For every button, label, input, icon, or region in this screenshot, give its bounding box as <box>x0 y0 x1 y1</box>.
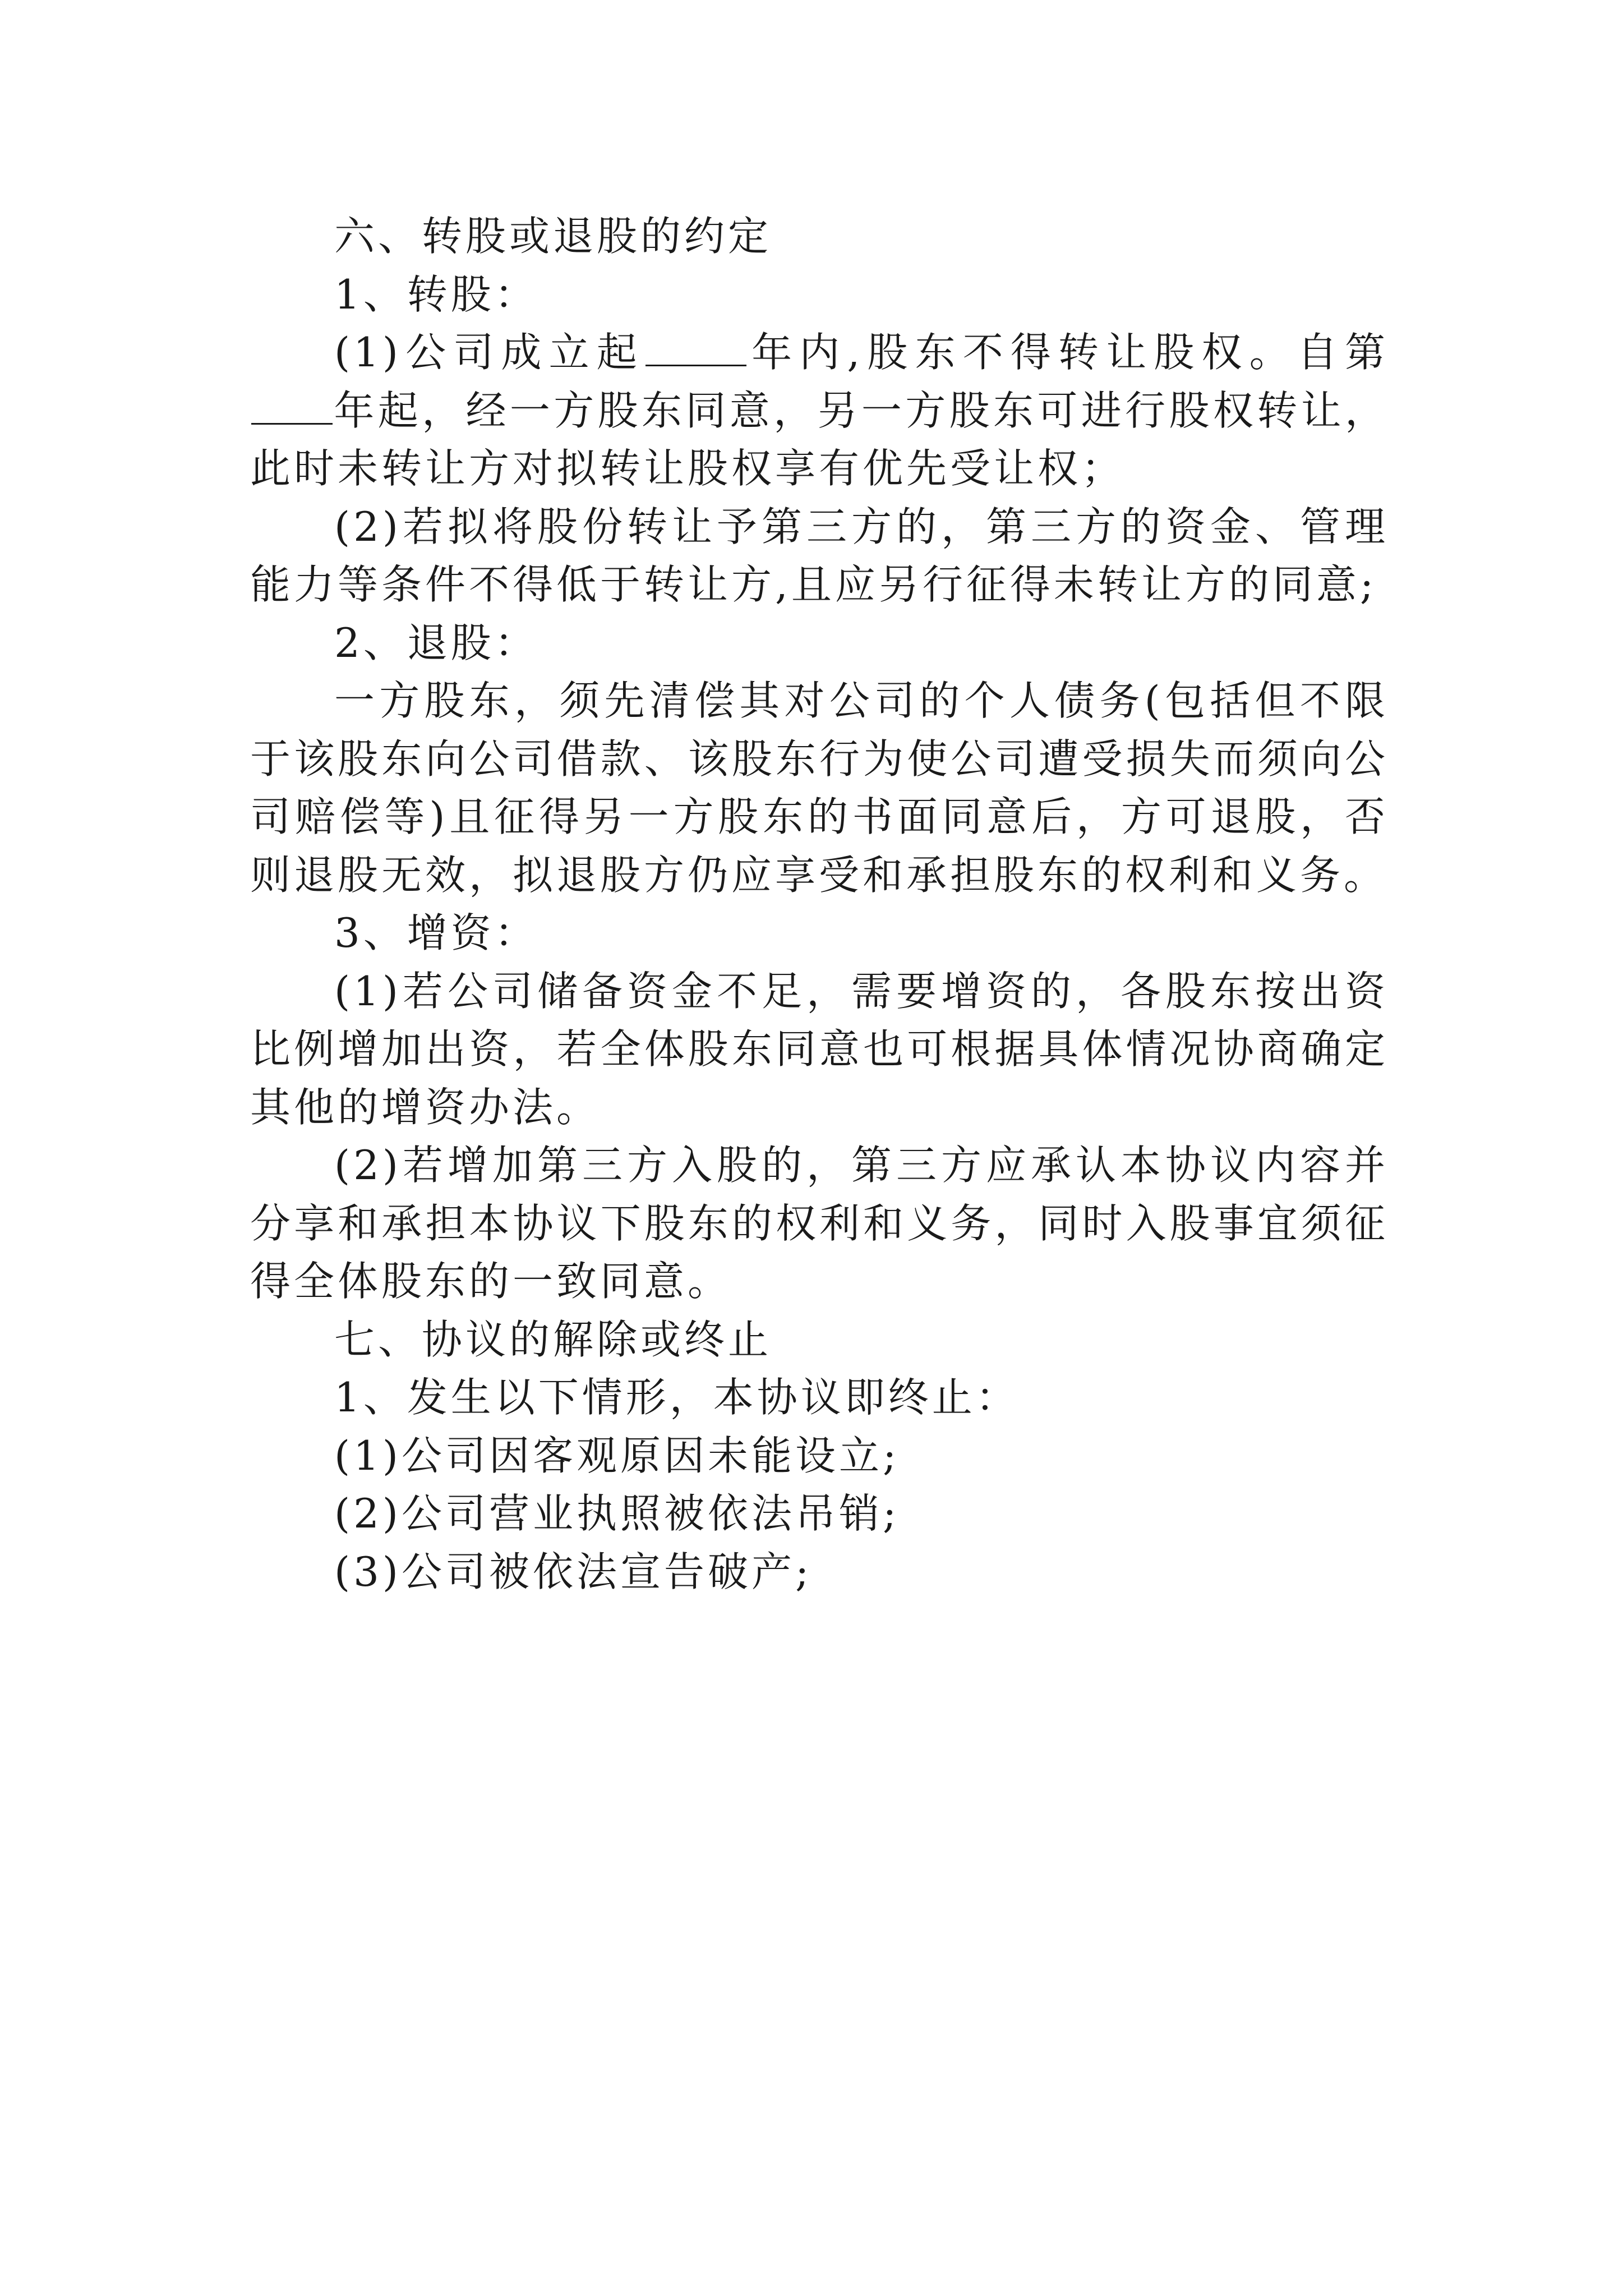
clause-termination-2: (2)公司营业执照被依法吊销; <box>334 1490 900 1537</box>
subheading-withdrawal: 2、退股： <box>334 619 538 666</box>
clause-transfer-2: (2)若拟将股份转让予第三方的，第三方的资金、管理能力等条件不得低于转让方,且应另行征得未转让方的同意; <box>250 503 1389 608</box>
clause-termination-1: (1)公司因客观原因未能设立; <box>334 1432 900 1479</box>
clause-withdrawal: 一方股东，须先清偿其对公司的个人债务(包括但不限于该股东向公司借款、该股东行为使公司遭受损失而须向公司赔偿等)且征得另一方股东的书面同意后，方可退股，否则退股无效，拟退股方仍应享受和承担股东的权利和义务。 <box>250 677 1389 899</box>
document-body <box>250 208 1389 1601</box>
clause-text: 年内,股东不得转让股权。自第 <box>747 329 1389 376</box>
subheading-termination-conditions: 1、发生以下情形，本协议即终止： <box>334 1374 1020 1421</box>
section-heading-transfer-or-withdrawal: 六、转股或退股的约定 <box>334 213 772 260</box>
clause-text: (1)公司成立起 <box>334 329 644 376</box>
clause-termination-3: (3)公司被依法宣告破产; <box>334 1548 813 1595</box>
clause-capital-increase-1: (1)若公司储备资金不足，需要增资的，各股东按出资比例增加出资，若全体股东同意也可根据具体情况协商确定其他的增资办法。 <box>250 967 1389 1131</box>
clause-transfer-1 <box>250 324 1389 498</box>
blank-fill-line <box>645 328 746 366</box>
blank-fill-line <box>251 386 333 425</box>
clause-text: 年起，经一方股东同意，另一方股东可进行股权转让，此时未转让方对拟转让股权享有优先受让权； <box>250 386 1389 492</box>
subheading-share-transfer: 1、转股： <box>334 270 538 318</box>
clause-capital-increase-2: (2)若增加第三方入股的，第三方应承认本协议内容并分享和承担本协议下股东的权利和义务，同时入股事宜须征得全体股东的一致同意。 <box>250 1142 1389 1305</box>
subheading-capital-increase: 3、增资： <box>334 909 538 956</box>
section-heading-termination: 七、协议的解除或终止 <box>334 1315 772 1363</box>
